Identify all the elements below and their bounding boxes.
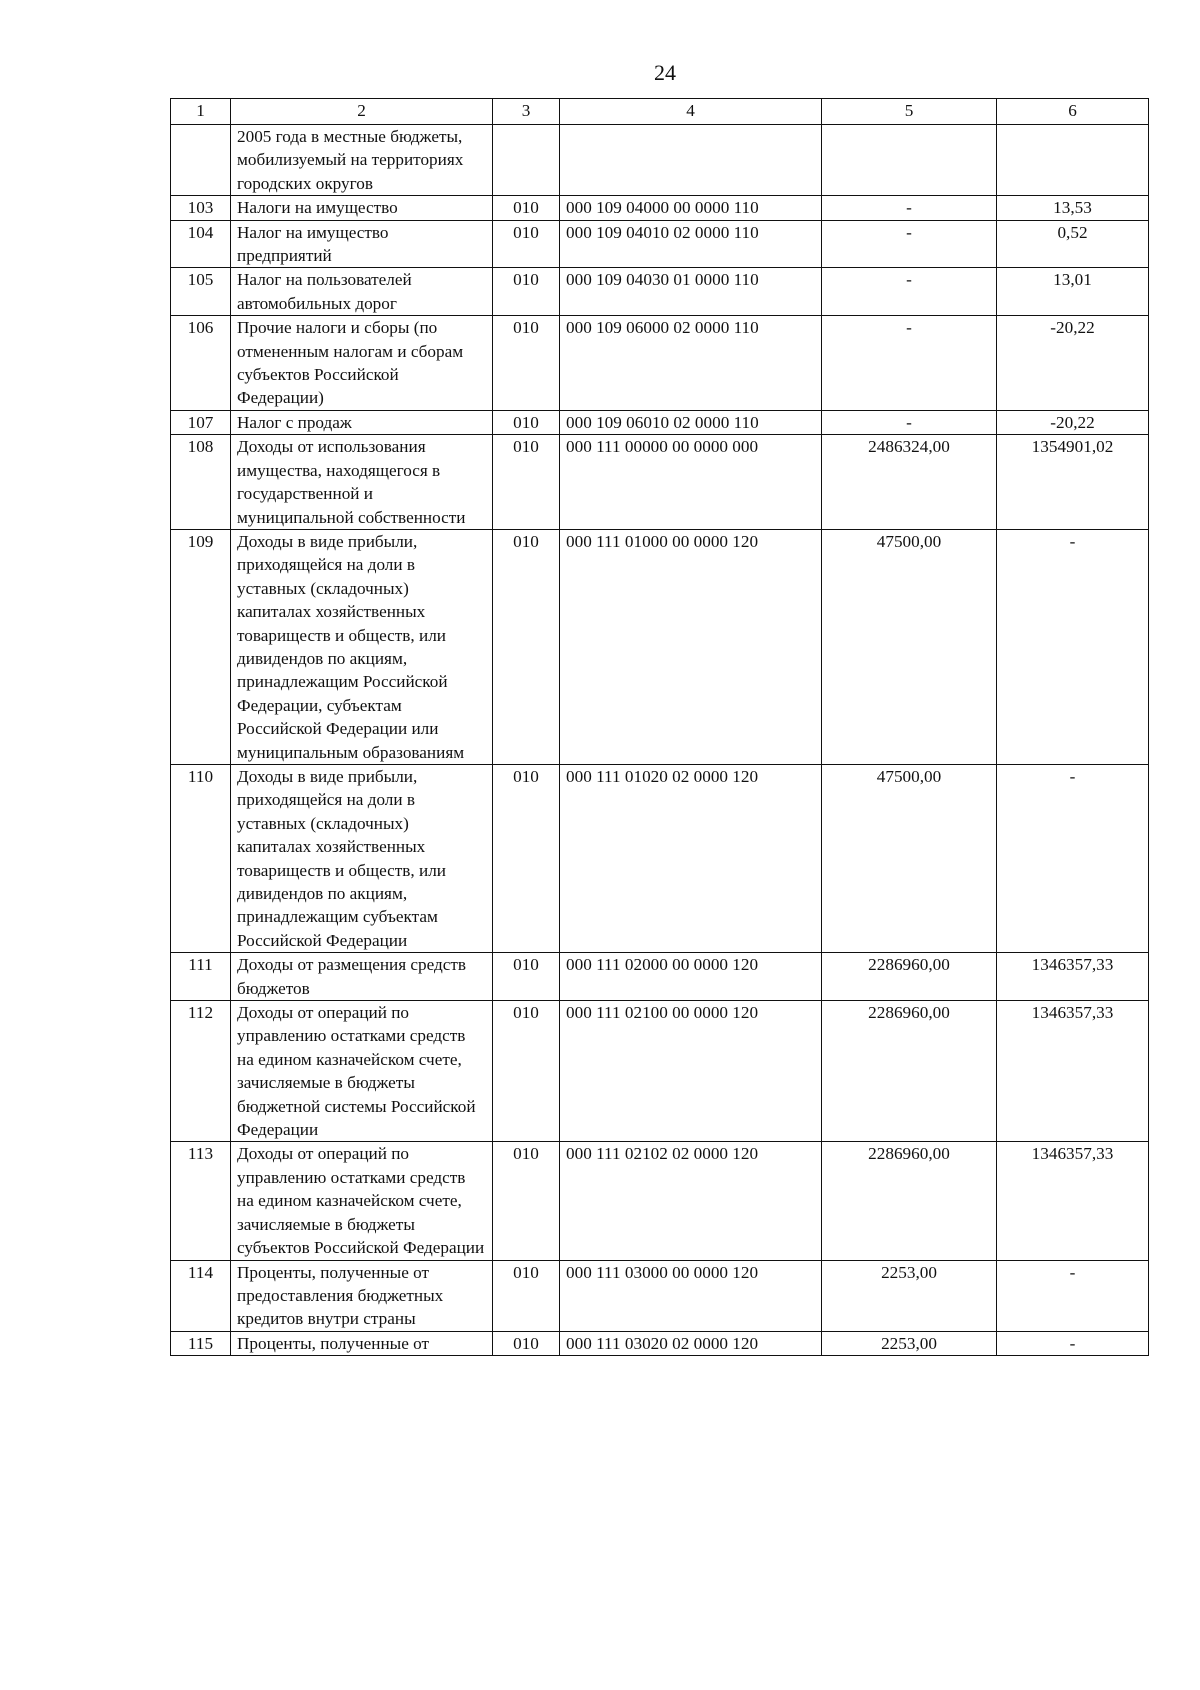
row-fact: 1354901,02 bbox=[997, 435, 1149, 530]
row-number: 112 bbox=[171, 1001, 231, 1142]
row-kbk: 000 111 02102 02 0000 120 bbox=[560, 1142, 822, 1260]
table-row bbox=[171, 1331, 1149, 1355]
row-name: Прочие налоги и сборы (по отмененным налогам и сборам субъектов Российской Федерации) bbox=[231, 316, 493, 411]
header-col-2: 2 bbox=[231, 99, 493, 125]
row-fact: -20,22 bbox=[997, 316, 1149, 411]
row-kbk: 000 109 06010 02 0000 110 bbox=[560, 410, 822, 434]
row-plan: 47500,00 bbox=[822, 764, 997, 952]
row-name: Налоги на имущество bbox=[231, 196, 493, 220]
row-name: Доходы в виде прибыли, приходящейся на доли в уставных (складочных) капиталах хозяйственных товариществ и обществ, или дивидендов по акциям, принадлежащим Российской Федерации, субъектам Российской Федерации или муниципальным образованиям bbox=[231, 529, 493, 764]
row-plan: - bbox=[822, 410, 997, 434]
row-number: 104 bbox=[171, 220, 231, 268]
row-code: 010 bbox=[493, 410, 560, 434]
row-kbk: 000 111 03020 02 0000 120 bbox=[560, 1331, 822, 1355]
row-kbk: 000 111 02100 00 0000 120 bbox=[560, 1001, 822, 1142]
row-plan: - bbox=[822, 316, 997, 411]
row-plan: - bbox=[822, 268, 997, 316]
row-name: Проценты, полученные от bbox=[231, 1331, 493, 1355]
row-fact: - bbox=[997, 529, 1149, 764]
table-row bbox=[171, 316, 1149, 411]
row-fact: - bbox=[997, 764, 1149, 952]
row-name: Доходы от использования имущества, находящегося в государственной и муниципальной собственности bbox=[231, 435, 493, 530]
row-code: 010 bbox=[493, 764, 560, 952]
row-fact: 13,01 bbox=[997, 268, 1149, 316]
row-kbk: 000 111 01000 00 0000 120 bbox=[560, 529, 822, 764]
table-row bbox=[171, 764, 1149, 952]
row-fact: 13,53 bbox=[997, 196, 1149, 220]
row-name: Доходы в виде прибыли, приходящейся на доли в уставных (складочных) капиталах хозяйственных товариществ и обществ, или дивидендов по акциям, принадлежащим субъектам Российской Федерации bbox=[231, 764, 493, 952]
table-row bbox=[171, 1260, 1149, 1331]
table-row bbox=[171, 196, 1149, 220]
row-code: 010 bbox=[493, 1331, 560, 1355]
table-row bbox=[171, 529, 1149, 764]
row-fact: 1346357,33 bbox=[997, 953, 1149, 1001]
row-code: 010 bbox=[493, 1142, 560, 1260]
row-number: 109 bbox=[171, 529, 231, 764]
row-code: 010 bbox=[493, 1260, 560, 1331]
row-fact: 1346357,33 bbox=[997, 1001, 1149, 1142]
row-number: 114 bbox=[171, 1260, 231, 1331]
row-number: 113 bbox=[171, 1142, 231, 1260]
page-number: 24 bbox=[654, 60, 676, 85]
row-code: 010 bbox=[493, 953, 560, 1001]
row-plan: 47500,00 bbox=[822, 529, 997, 764]
row-kbk: 000 111 00000 00 0000 000 bbox=[560, 435, 822, 530]
row-kbk: 000 109 04000 00 0000 110 bbox=[560, 196, 822, 220]
row-number: 110 bbox=[171, 764, 231, 952]
header-row bbox=[171, 99, 1149, 125]
row-name: Налог с продаж bbox=[231, 410, 493, 434]
header-col-4: 4 bbox=[560, 99, 822, 125]
budget-table bbox=[170, 98, 1149, 1356]
row-name: Налог на имущество предприятий bbox=[231, 220, 493, 268]
row-code bbox=[493, 125, 560, 196]
row-plan: 2286960,00 bbox=[822, 1001, 997, 1142]
row-kbk: 000 111 01020 02 0000 120 bbox=[560, 764, 822, 952]
row-fact: 1346357,33 bbox=[997, 1142, 1149, 1260]
row-kbk: 000 109 04030 01 0000 110 bbox=[560, 268, 822, 316]
row-code: 010 bbox=[493, 1001, 560, 1142]
row-code: 010 bbox=[493, 220, 560, 268]
row-plan: 2486324,00 bbox=[822, 435, 997, 530]
row-number: 106 bbox=[171, 316, 231, 411]
row-fact: - bbox=[997, 1260, 1149, 1331]
table-row bbox=[171, 125, 1149, 196]
row-fact: -20,22 bbox=[997, 410, 1149, 434]
row-kbk: 000 111 02000 00 0000 120 bbox=[560, 953, 822, 1001]
row-plan: - bbox=[822, 220, 997, 268]
header-col-1: 1 bbox=[171, 99, 231, 125]
row-number: 105 bbox=[171, 268, 231, 316]
row-plan: - bbox=[822, 196, 997, 220]
header-col-3: 3 bbox=[493, 99, 560, 125]
row-name: 2005 года в местные бюджеты, мобилизуемый на территориях городских округов bbox=[231, 125, 493, 196]
header-col-5: 5 bbox=[822, 99, 997, 125]
row-number bbox=[171, 125, 231, 196]
row-code: 010 bbox=[493, 316, 560, 411]
row-kbk: 000 109 04010 02 0000 110 bbox=[560, 220, 822, 268]
row-plan: 2253,00 bbox=[822, 1331, 997, 1355]
table-row bbox=[171, 268, 1149, 316]
table-row bbox=[171, 220, 1149, 268]
row-kbk bbox=[560, 125, 822, 196]
row-fact bbox=[997, 125, 1149, 196]
row-fact: 0,52 bbox=[997, 220, 1149, 268]
row-number: 107 bbox=[171, 410, 231, 434]
row-plan: 2286960,00 bbox=[822, 953, 997, 1001]
row-code: 010 bbox=[493, 529, 560, 764]
row-name: Доходы от операций по управлению остатками средств на едином казначейском счете, зачисляемые в бюджеты субъектов Российской Федерации bbox=[231, 1142, 493, 1260]
row-name: Доходы от размещения средств бюджетов bbox=[231, 953, 493, 1001]
row-code: 010 bbox=[493, 196, 560, 220]
row-code: 010 bbox=[493, 435, 560, 530]
row-kbk: 000 109 06000 02 0000 110 bbox=[560, 316, 822, 411]
row-name: Доходы от операций по управлению остатками средств на едином казначейском счете, зачисляемые в бюджеты бюджетной системы Российской Федерации bbox=[231, 1001, 493, 1142]
table-row bbox=[171, 1142, 1149, 1260]
row-plan: 2286960,00 bbox=[822, 1142, 997, 1260]
header-col-6: 6 bbox=[997, 99, 1149, 125]
row-plan bbox=[822, 125, 997, 196]
table-row bbox=[171, 953, 1149, 1001]
row-code: 010 bbox=[493, 268, 560, 316]
row-fact: - bbox=[997, 1331, 1149, 1355]
table-row bbox=[171, 1001, 1149, 1142]
row-number: 115 bbox=[171, 1331, 231, 1355]
row-number: 103 bbox=[171, 196, 231, 220]
row-number: 108 bbox=[171, 435, 231, 530]
row-name: Налог на пользователей автомобильных дорог bbox=[231, 268, 493, 316]
table-row bbox=[171, 410, 1149, 434]
row-plan: 2253,00 bbox=[822, 1260, 997, 1331]
row-kbk: 000 111 03000 00 0000 120 bbox=[560, 1260, 822, 1331]
table-row bbox=[171, 435, 1149, 530]
row-name: Проценты, полученные от предоставления бюджетных кредитов внутри страны bbox=[231, 1260, 493, 1331]
row-number: 111 bbox=[171, 953, 231, 1001]
